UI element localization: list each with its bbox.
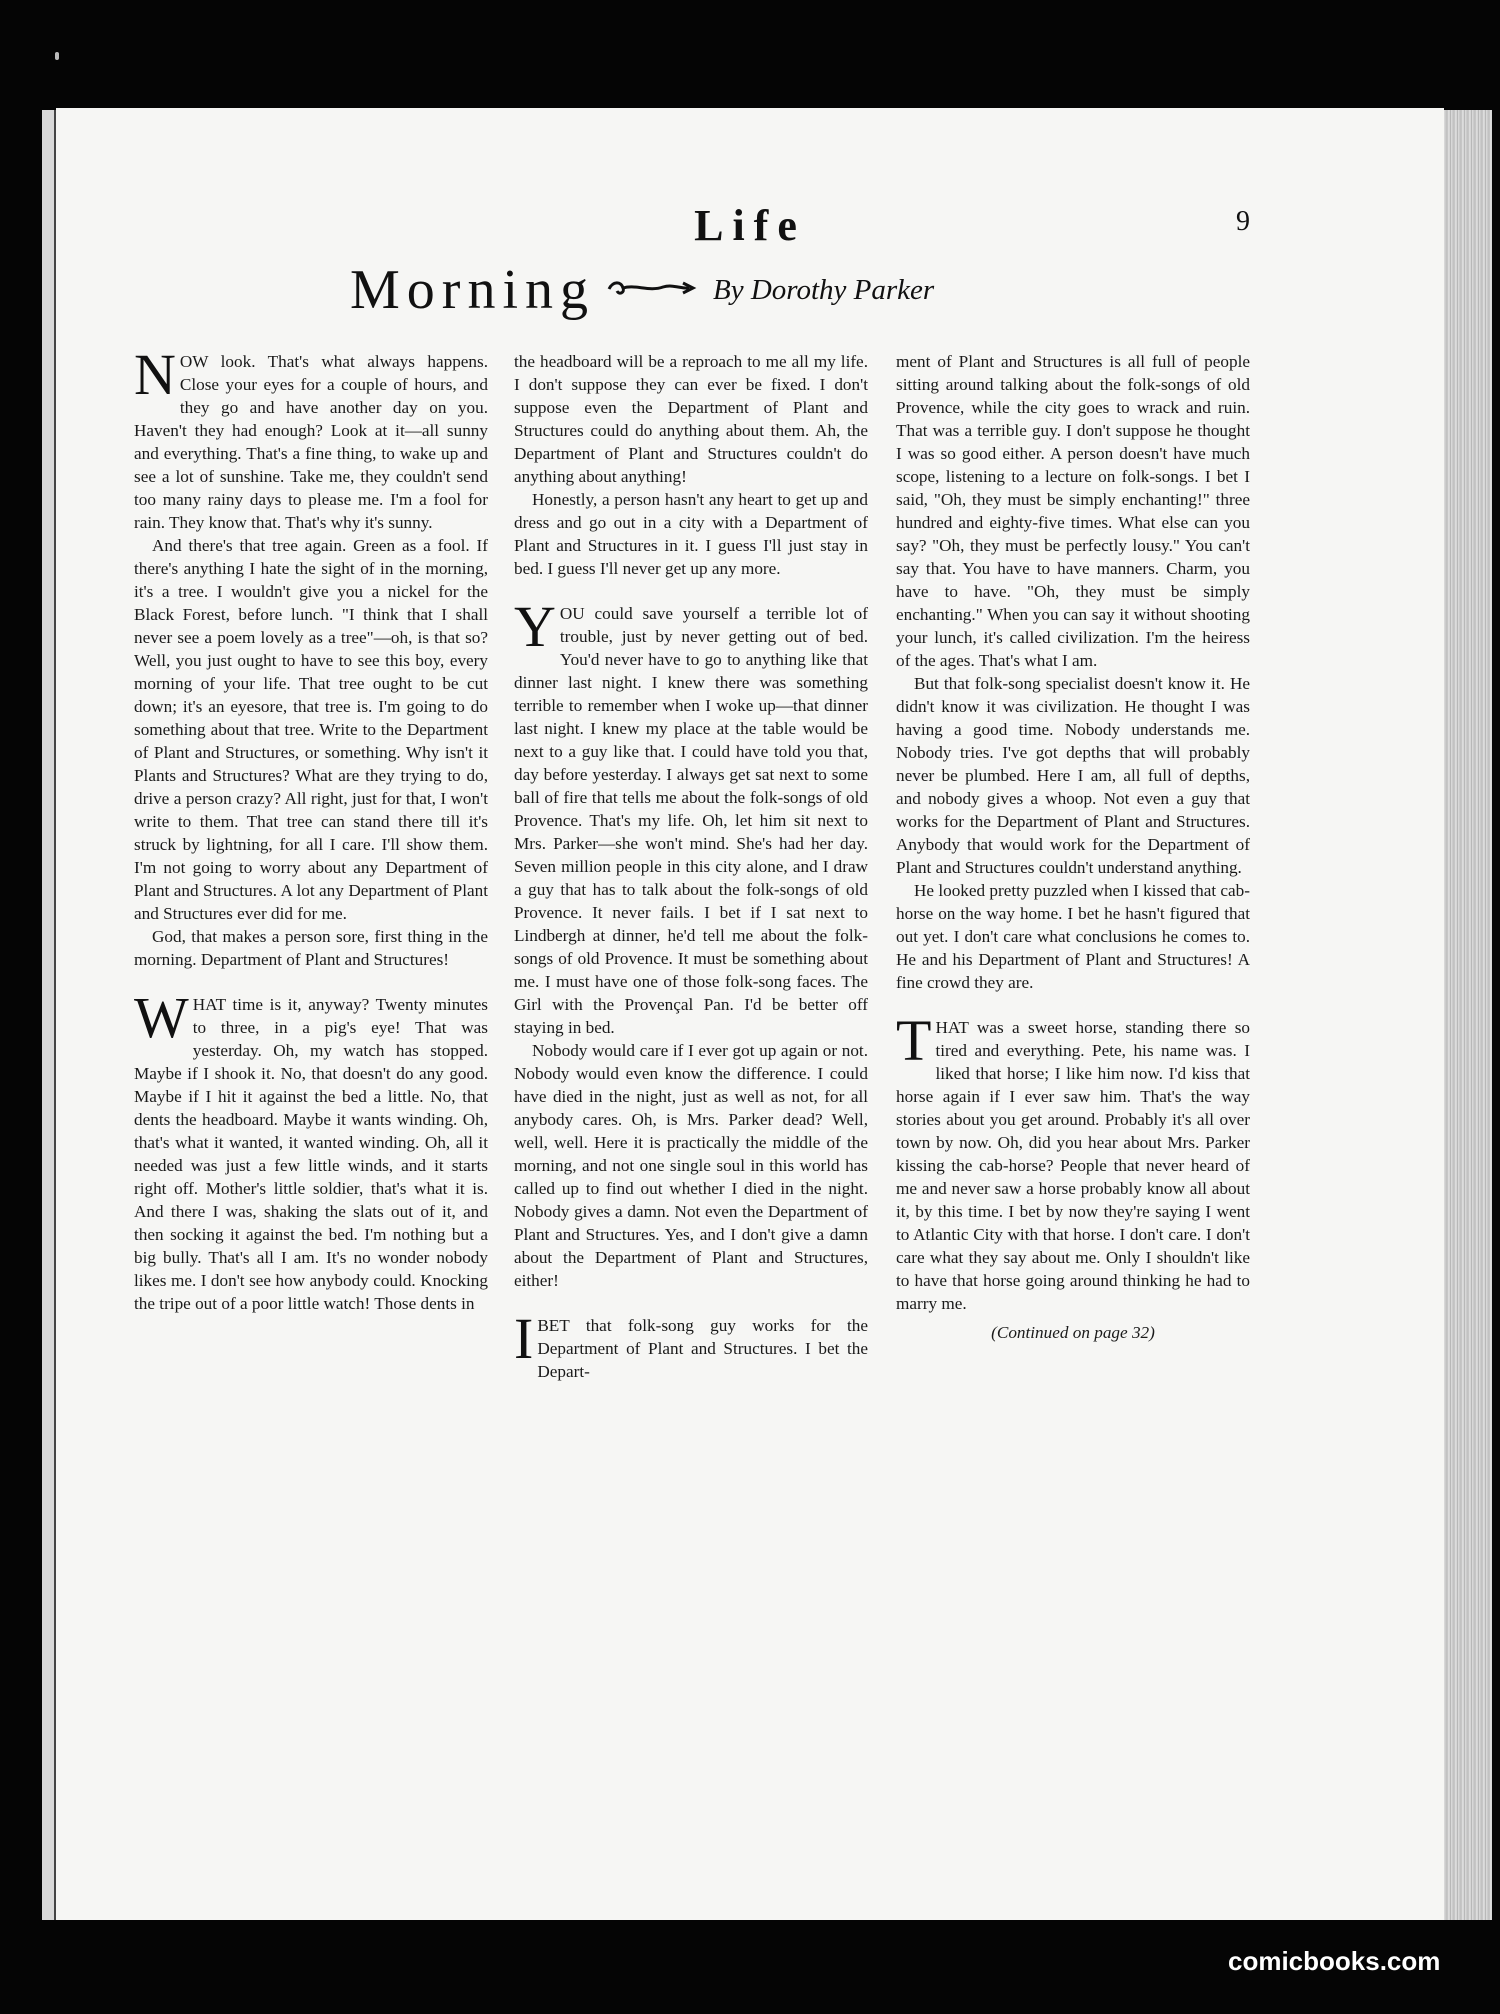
paragraph: He looked pretty puzzled when I kissed that cab-horse on the way home. I bet he hasn't figured that out yet. I don't care what conclusions he comes to. He and his Department of Plant and Structures! A fine crowd they are. [896, 881, 1250, 992]
paragraph: God, that makes a person sore, first thing in the morning. Department of Plant and Structures! [134, 927, 488, 969]
paragraph: Honestly, a person hasn't any heart to get up and dress and go out in a city with a Department of Plant and Structures in it. I guess I'll just stay in bed. I guess I'll never get up any more. [514, 490, 868, 578]
source-watermark: comicbooks.com [1228, 1946, 1441, 1976]
drop-cap: Y [514, 594, 556, 659]
paragraph: the headboard will be a reproach to me all my life. I don't suppose they can ever be fixed. I don't suppose even the Department of Plant and Structures could do anything about them. Ah, the Department of Plant and Structures couldn't do anything about anything! [514, 352, 868, 486]
paragraph [514, 1306, 868, 1383]
drop-cap: T [896, 1008, 932, 1073]
paragraph-text: OU could save yourself a terrible lot of trouble, just by never getting out of bed. You'd never have to go to anything like that dinner last night. I knew there was something terrible to remember when I woke up—that dinner last night. I knew my place at the table would be next to a guy like that. I could have told you that, day before yesterday. I always get sat next to some ball of fire that tells me about the folk-songs of old Provence. That's my life. Oh, let him sit next to Mrs. Parker—she won't mind. She's had her day. Seven million people in this city alone, and I draw a guy that has to talk about the folk-songs of old Provence. It never fails. I bet if I sat next to Lindbergh at dinner, he'd tell me about the folk-songs of old Provence. It must be something about me. I must have one of those folk-song faces. The Girl with the Provençal Pan. I'd be better off staying in bed. [514, 604, 868, 1037]
scan-artifact [55, 52, 59, 60]
article-byline: By Dorothy Parker [713, 273, 935, 306]
paragraph [134, 342, 488, 534]
continued-note: (Continued on page 32) [991, 1323, 1155, 1342]
drop-cap: N [134, 342, 176, 407]
paragraph-text: BET that folk-song guy works for the Department of Plant and Structures. I bet the Depart- [537, 1316, 868, 1381]
paragraph: ment of Plant and Structures is all full of people sitting around talking about the folk-songs of old Provence, while the city goes to wrack and ruin. That was a terrible guy. I don't suppose he thought I was so good either. A person doesn't have much scope, listening to a lecture on folk-songs. I bet I said, "Oh, they must be simply enchanting!" three hundred and eighty-five times. What else can you say? "Oh, they must be perfectly lousy." You can't say that. You have to have manners. Charm, you have to have. "Oh, they must be simply enchanting." When you can say it without shooting your lunch, it's called civilization. I'm the heiress of the ages. That's what I am. [896, 352, 1250, 670]
page-number: 9 [1236, 206, 1250, 237]
paragraph [896, 1008, 1250, 1315]
paragraph: Nobody would care if I ever got up again or not. Nobody would even know the difference. I could have died in the night, just as well as not, for all anybody cares. Oh, is Mrs. Parker dead? Well, well, well. Here it is practically the middle of the morning, and not one single soul in this world has called up to find out whether I died in the night. Nobody gives a damn. Not even the Department of Plant and Structures. Yes, and I don't give a damn about the Department of Plant and Structures, either! [514, 1041, 868, 1290]
paragraph: But that folk-song specialist doesn't know it. He didn't know it was civilization. He thought I was having a good time. Nobody understands me. Nobody tries. I've got depths that will probably never be plumbed. Here I am, all full of depths, and nobody gives a whoop. Not even a guy that works for the Department of Plant and Structures. Anybody that would work for the Department of Plant and Structures couldn't understand anything. [896, 674, 1250, 877]
binding-strip [42, 110, 56, 1920]
magazine-masthead: Life [694, 201, 806, 250]
drop-cap: I [514, 1306, 534, 1371]
magazine-page [56, 108, 1444, 1920]
paragraph [134, 985, 488, 1315]
text-column-1 [134, 342, 488, 1315]
article-title: Morning [350, 259, 595, 321]
paragraph-text: OW look. That's what always happens. Close your eyes for a couple of hours, and they go and have another day on you. Haven't they had enough? Look at it—all sunny and everything. That's a fine thing, to wake up and see a lot of sunshine. Take me, they couldn't send too many rainy days to please me. I'm a fool for rain. They know that. That's why it's sunny. [134, 352, 488, 532]
paragraph: And there's that tree again. Green as a fool. If there's anything I hate the sight of in the morning, it's a tree. I wouldn't give you a nickel for the Black Forest, before lunch. "I think that I shall never see a poem lovely as a tree"—oh, is that so? Well, you just ought to have to see this boy, every morning of your life. That tree ought to be cut down; it's an eyesore, that tree is. I'm going to do something about that tree. Write to the Department of Plant and Structures, or something. Why isn't it Plants and Structures? What are they trying to do, drive a person crazy? All right, just for that, I won't write to them. That tree can stand there till it's struck by lightning, for all I care. I'll show them. I'm not going to worry about any Department of Plant and Structures. A lot any Department of Plant and Structures ever did for me. [134, 536, 488, 923]
paragraph-text: HAT was a sweet horse, standing there so tired and everything. Pete, his name was. I liked that horse; I like him now. I'd kiss that horse again if I ever saw him. That's the way stories about you get around. Probably it's all over town by now. Oh, did you hear about Mrs. Parker kissing the cab-horse? People that never heard of me and never saw a horse probably know all about it, by this time. I bet by now they're saying I went to Atlantic City with that horse. I don't care. I don't care what they say about me. Only I shouldn't like to have that horse going around thinking he had to marry me. [896, 1018, 1250, 1313]
paragraph [514, 594, 868, 1039]
text-column-2 [514, 350, 868, 1383]
flourish-ornament-icon [605, 277, 697, 304]
article-headline [350, 258, 934, 322]
drop-cap: W [134, 985, 189, 1050]
text-column-3 [896, 350, 1250, 1344]
paragraph-text: HAT time is it, anyway? Twenty minutes to three, in a pig's eye! That was yesterday. Oh, my watch has stopped. Maybe if I shook it. No, that doesn't do any good. Maybe if I hit it against the bed a little. No, that dents the headboard. Maybe it wants winding. Oh, that's what it wanted, it wanted winding. Oh, all it needed was just a few little winds, and it starts right off. Mother's little soldier, that's what it is. And there I was, shaking the slats out of it, and then socking it against the bed. I'm nothing but a big bully. That's all I am. It's no wonder nobody likes me. I don't see how anybody could. Knocking the tripe out of a poor little watch! Those dents in [134, 995, 488, 1313]
